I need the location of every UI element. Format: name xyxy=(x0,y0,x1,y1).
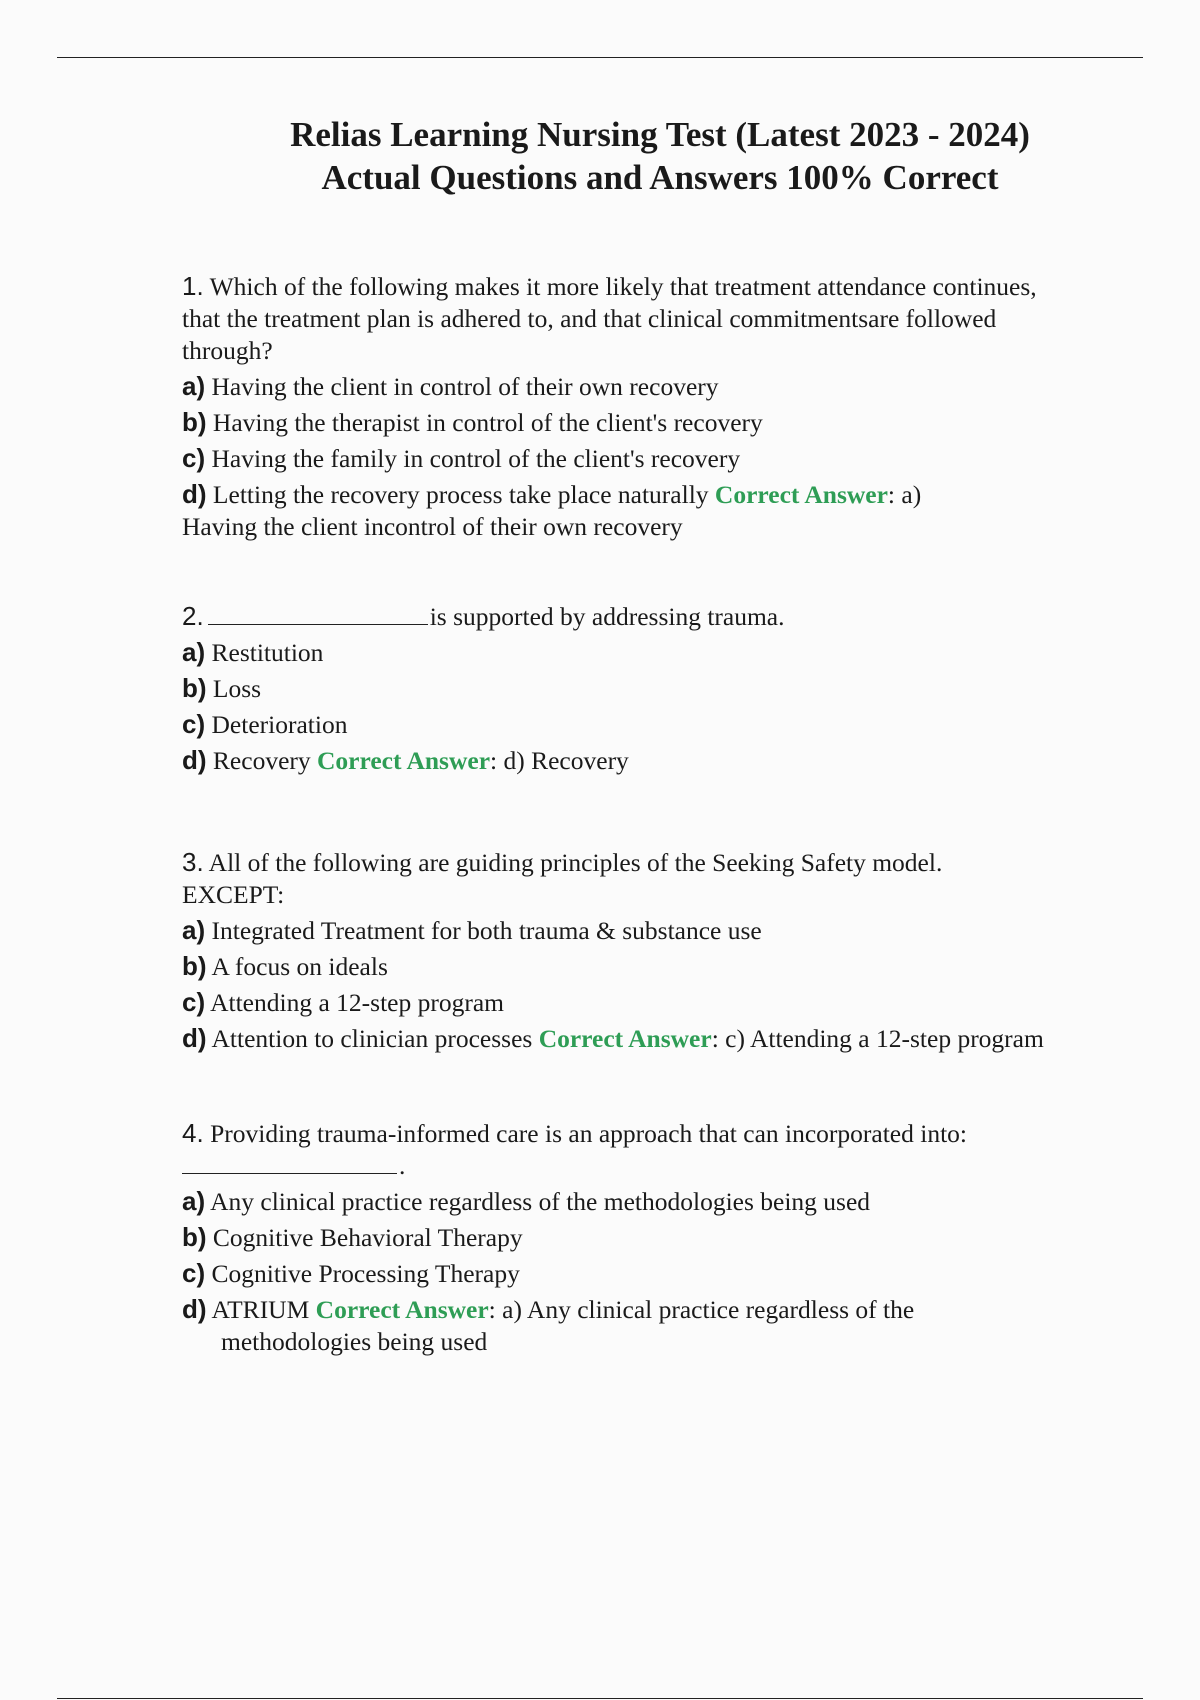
title-line-1: Relias Learning Nursing Test (Latest 2023 - 2024) xyxy=(290,115,1030,154)
option-text: Loss xyxy=(212,674,262,703)
bottom-rule xyxy=(57,1698,1143,1699)
option-text: Letting the recovery process take place naturally xyxy=(212,480,709,509)
question-number: 1. xyxy=(182,271,204,301)
option-b xyxy=(182,1221,1142,1254)
option-letter: b) xyxy=(182,407,207,437)
option-d xyxy=(182,1022,1142,1055)
question-text: that the treatment plan is adhered to, and that clinical commitmentsare followed xyxy=(182,304,997,333)
option-text: Integrated Treatment for both trauma & substance use xyxy=(211,916,762,945)
option-letter: d) xyxy=(182,479,207,509)
correct-answer-label: Correct Answer xyxy=(317,746,491,775)
option-text: Recovery xyxy=(212,746,311,775)
option-text: Deterioration xyxy=(211,710,348,739)
question-1 xyxy=(182,270,1142,543)
option-letter: d) xyxy=(182,1294,207,1324)
question-text: through? xyxy=(182,336,273,365)
correct-answer-label: Correct Answer xyxy=(714,480,888,509)
fill-in-blank xyxy=(182,1151,397,1174)
option-c xyxy=(182,986,1142,1019)
option-text: Attention to clinician processes xyxy=(211,1024,533,1053)
option-text: Restitution xyxy=(211,638,324,667)
option-letter: c) xyxy=(182,443,206,473)
question-number: 2. xyxy=(182,601,204,631)
question-text: EXCEPT: xyxy=(182,880,285,909)
option-d xyxy=(182,1293,1142,1326)
option-letter: a) xyxy=(182,915,206,945)
option-text: Cognitive Behavioral Therapy xyxy=(212,1223,523,1252)
option-c xyxy=(182,442,1142,475)
fill-in-blank xyxy=(208,602,428,625)
correct-answer-text: : a) Any clinical practice regardless of the xyxy=(488,1295,915,1324)
option-letter: a) xyxy=(182,1186,206,1216)
option-letter: c) xyxy=(182,1258,206,1288)
question-text: Which of the following makes it more likely that treatment attendance continues, xyxy=(209,272,1037,301)
option-letter: b) xyxy=(182,951,207,981)
option-letter: c) xyxy=(182,987,206,1017)
question-number: 3. xyxy=(182,847,204,877)
option-text: Having the family in control of the client's recovery xyxy=(211,444,741,473)
option-c xyxy=(182,708,1142,741)
option-letter: a) xyxy=(182,637,206,667)
option-b xyxy=(182,672,1142,705)
question-3 xyxy=(182,846,1142,1055)
option-a xyxy=(182,636,1142,669)
option-letter: b) xyxy=(182,673,207,703)
option-letter: c) xyxy=(182,709,206,739)
correct-answer-label: Correct Answer xyxy=(315,1295,489,1324)
option-text: A focus on ideals xyxy=(211,952,388,981)
option-letter: d) xyxy=(182,1023,207,1053)
option-text: Cognitive Processing Therapy xyxy=(211,1259,520,1288)
question-2 xyxy=(182,600,1142,777)
option-b xyxy=(182,950,1142,983)
option-c xyxy=(182,1257,1142,1290)
option-letter: d) xyxy=(182,745,207,775)
correct-answer-text: methodologies being used xyxy=(221,1327,488,1356)
question-text: is supported by addressing trauma. xyxy=(429,602,785,631)
option-d xyxy=(182,478,1142,511)
option-a xyxy=(182,914,1142,947)
option-letter: a) xyxy=(182,371,206,401)
option-a xyxy=(182,370,1142,403)
question-text: Providing trauma-informed care is an approach that can incorporated into: xyxy=(210,1119,967,1148)
blank-suffix: . xyxy=(399,1151,406,1180)
document-title xyxy=(0,113,1200,199)
option-text: Any clinical practice regardless of the methodologies being used xyxy=(210,1187,871,1216)
option-a xyxy=(182,1185,1142,1218)
title-line-2: Actual Questions and Answers 100% Correct xyxy=(321,158,999,197)
correct-answer-text: : a) xyxy=(887,480,922,509)
correct-answer-label: Correct Answer xyxy=(538,1024,712,1053)
correct-answer-text: Having the client incontrol of their own recovery xyxy=(182,512,683,541)
correct-answer-text: : d) Recovery xyxy=(490,746,629,775)
correct-answer-text: : c) Attending a 12-step program xyxy=(711,1024,1044,1053)
option-d xyxy=(182,744,1142,777)
option-text: Having the client in control of their own recovery xyxy=(211,372,719,401)
question-4 xyxy=(182,1117,1142,1358)
option-text: Having the therapist in control of the client's recovery xyxy=(212,408,763,437)
top-rule xyxy=(57,57,1143,58)
option-b xyxy=(182,406,1142,439)
option-text: Attending a 12-step program xyxy=(210,988,504,1017)
option-text: ATRIUM xyxy=(211,1295,310,1324)
option-letter: b) xyxy=(182,1222,207,1252)
question-text: All of the following are guiding principles of the Seeking Safety model. xyxy=(208,848,943,877)
question-number: 4. xyxy=(182,1118,204,1148)
